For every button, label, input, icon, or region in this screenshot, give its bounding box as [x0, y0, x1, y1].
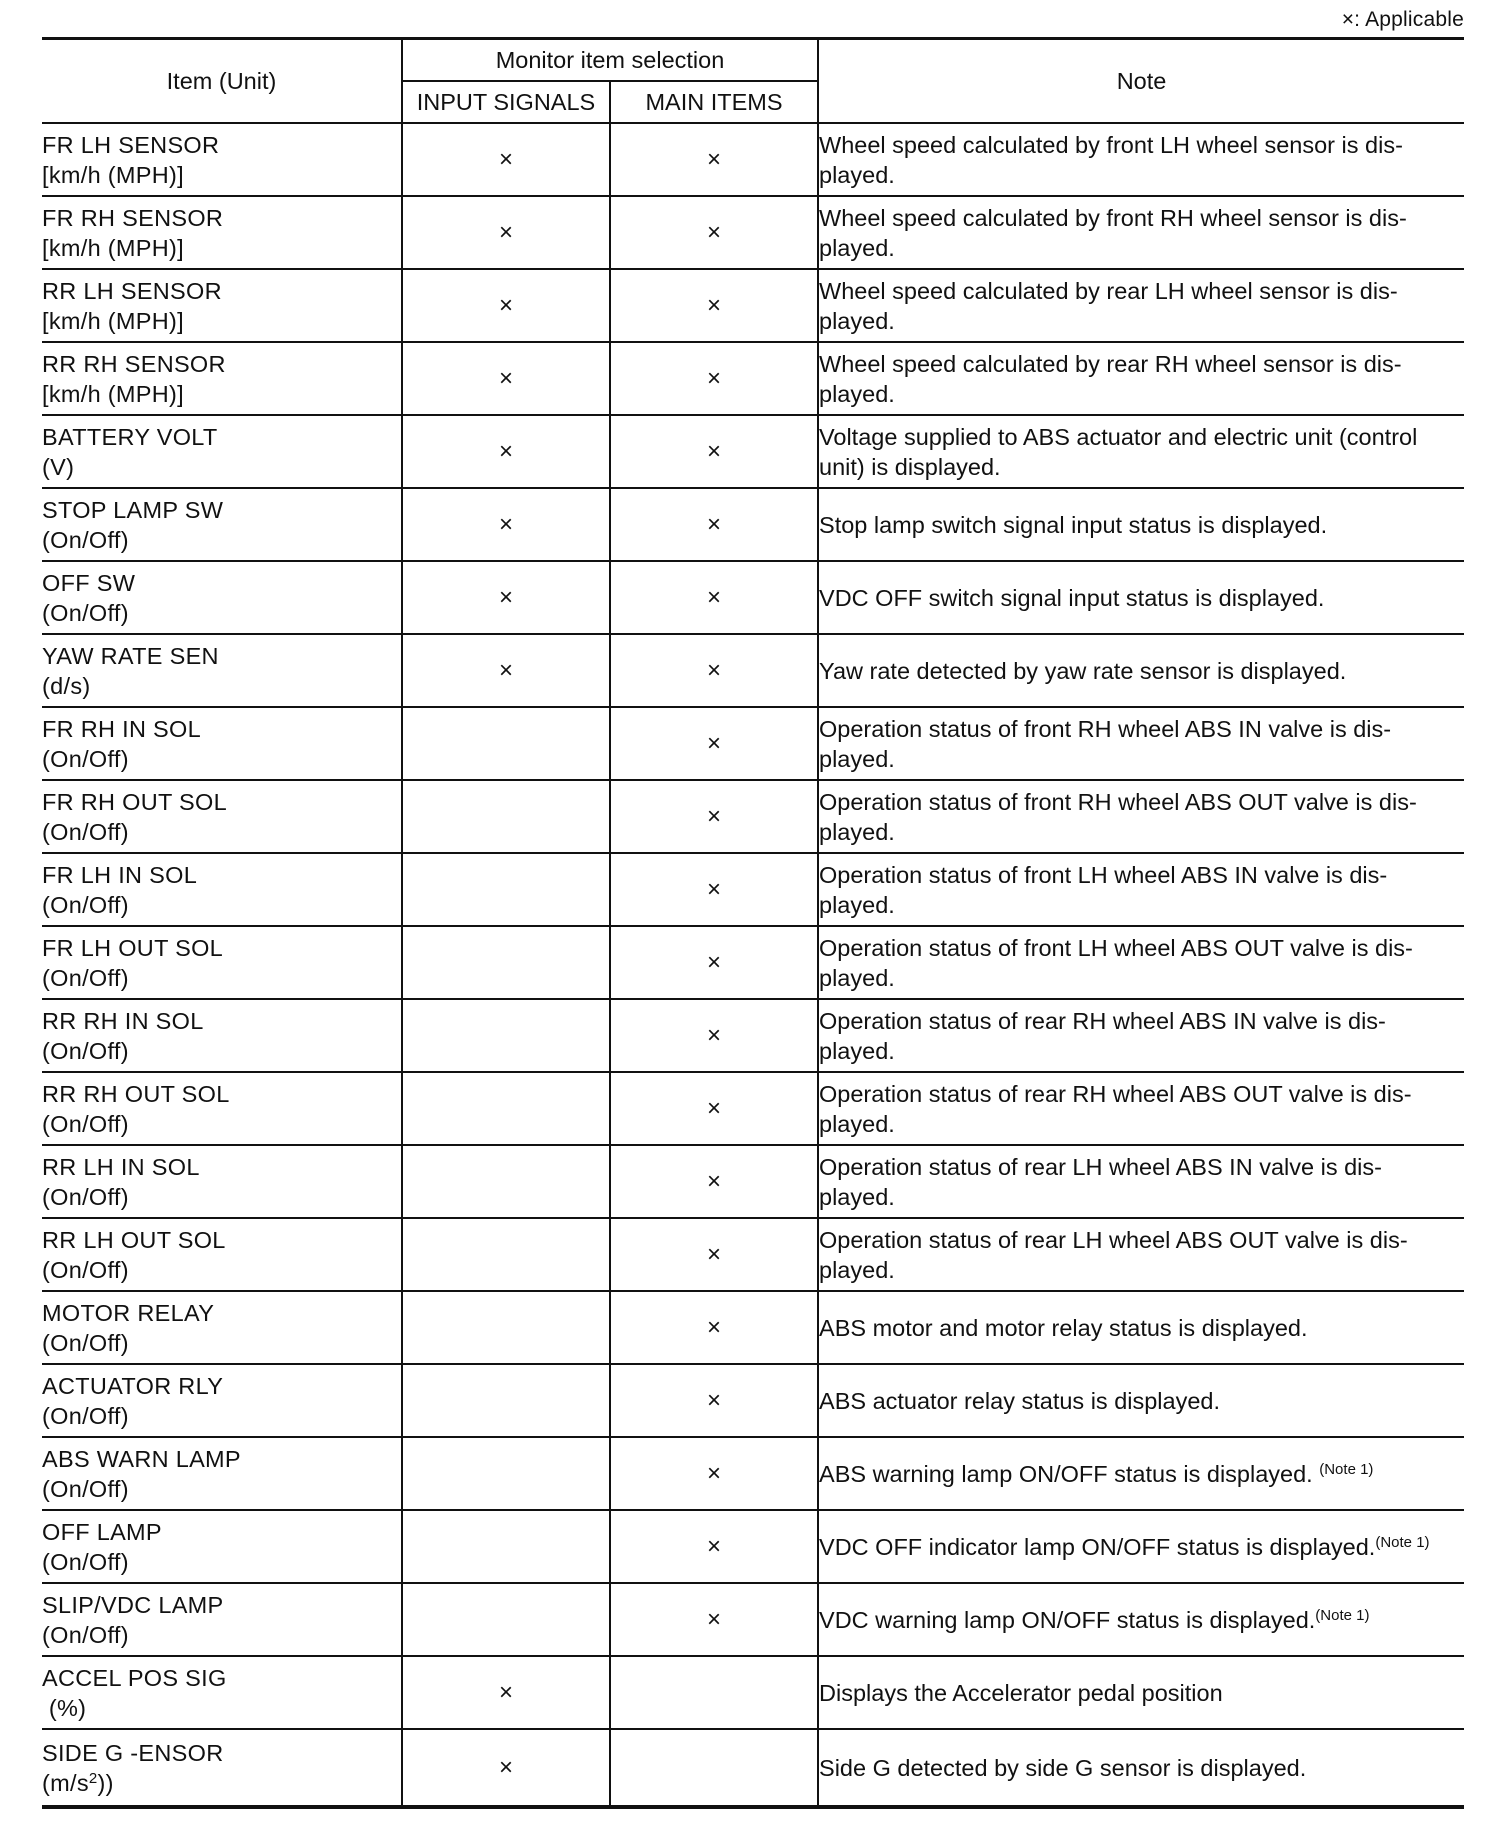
item-unit — [42, 379, 401, 409]
note-text: Stop lamp switch signal input status is displayed. — [819, 511, 1328, 538]
note-text: Displays the Accelerator pedal position — [819, 1679, 1223, 1706]
item-name: ACCEL POS SIG — [42, 1664, 227, 1691]
input-signals-mark: × — [402, 634, 610, 707]
item-unit-text: [km/h (MPH)] — [42, 307, 184, 334]
item-cell — [42, 1656, 402, 1729]
note-text: Operation status of front LH wheel ABS IN valve is dis- played. — [819, 861, 1388, 918]
item-cell — [42, 342, 402, 415]
input-signals-mark: × — [402, 1656, 610, 1729]
table-row — [42, 999, 1464, 1072]
item-unit — [42, 233, 401, 263]
table-row — [42, 780, 1464, 853]
table-row — [42, 196, 1464, 269]
item-name: BATTERY VOLT — [42, 423, 218, 450]
input-signals-mark — [402, 999, 610, 1072]
main-items-mark: × — [610, 123, 818, 196]
item-unit — [42, 890, 401, 920]
note-cell — [818, 1072, 1464, 1145]
note-reference: (Note 1) — [1375, 1533, 1430, 1551]
item-name: RR RH SENSOR — [42, 350, 226, 377]
item-name: OFF LAMP — [42, 1518, 162, 1545]
item-cell — [42, 1583, 402, 1656]
item-name: RR LH IN SOL — [42, 1153, 200, 1180]
table-row — [42, 415, 1464, 488]
main-items-mark: × — [610, 196, 818, 269]
main-items-mark: × — [610, 999, 818, 1072]
main-items-mark: × — [610, 1291, 818, 1364]
item-cell — [42, 707, 402, 780]
note-text: VDC warning lamp ON/OFF status is displayed. — [819, 1606, 1316, 1633]
item-name: FR RH OUT SOL — [42, 788, 227, 815]
table-row — [42, 561, 1464, 634]
item-unit-text: (On/Off) — [42, 1402, 129, 1429]
item-unit-text: (V) — [42, 453, 75, 480]
item-unit-text: [km/h (MPH)] — [42, 234, 184, 261]
item-cell — [42, 926, 402, 999]
note-cell — [818, 926, 1464, 999]
table-row — [42, 1437, 1464, 1510]
note-cell — [818, 1291, 1464, 1364]
note-text: VDC OFF switch signal input status is displayed. — [819, 584, 1325, 611]
item-name: OFF SW — [42, 569, 136, 596]
note-cell — [818, 999, 1464, 1072]
item-unit — [42, 1620, 401, 1650]
item-name: SIDE G -ENSOR — [42, 1739, 224, 1766]
item-unit-text: (On/Off) — [42, 818, 129, 845]
main-items-mark: × — [610, 561, 818, 634]
item-name: RR LH SENSOR — [42, 277, 222, 304]
item-unit-text: (On/Off) — [42, 1110, 129, 1137]
input-signals-mark — [402, 1145, 610, 1218]
item-unit-superscript: 2 — [88, 1769, 98, 1787]
note-cell — [818, 488, 1464, 561]
header-input-signals: INPUT SIGNALS — [402, 81, 610, 123]
main-items-mark: × — [610, 488, 818, 561]
note-cell — [818, 1145, 1464, 1218]
item-unit — [42, 525, 401, 555]
item-unit-text: (On/Off) — [42, 891, 129, 918]
item-unit — [42, 452, 401, 482]
input-signals-mark: × — [402, 342, 610, 415]
input-signals-mark — [402, 1072, 610, 1145]
item-unit — [42, 1547, 401, 1577]
note-cell — [818, 196, 1464, 269]
item-unit — [42, 1693, 401, 1723]
main-items-mark — [610, 1729, 818, 1807]
item-cell — [42, 634, 402, 707]
table-row — [42, 1072, 1464, 1145]
item-name: STOP LAMP SW — [42, 496, 224, 523]
note-cell — [818, 561, 1464, 634]
item-name: FR RH IN SOL — [42, 715, 201, 742]
table-row — [42, 1510, 1464, 1583]
main-items-mark: × — [610, 926, 818, 999]
item-unit — [42, 160, 401, 190]
item-unit-text: (On/Off) — [42, 1548, 129, 1575]
note-text: Operation status of front LH wheel ABS OUT valve is dis- played. — [819, 934, 1413, 991]
item-name: FR LH SENSOR — [42, 131, 220, 158]
item-unit-text: (On/Off) — [42, 599, 129, 626]
main-items-mark: × — [610, 1437, 818, 1510]
item-cell — [42, 853, 402, 926]
header-main-items: MAIN ITEMS — [610, 81, 818, 123]
header-monitor-item-selection: Monitor item selection — [402, 39, 818, 82]
item-name: FR LH OUT SOL — [42, 934, 224, 961]
item-unit — [42, 306, 401, 336]
table-row — [42, 634, 1464, 707]
note-cell — [818, 269, 1464, 342]
note-text: Wheel speed calculated by rear LH wheel sensor is dis- played. — [819, 277, 1398, 334]
item-cell — [42, 269, 402, 342]
item-unit — [42, 1255, 401, 1285]
input-signals-mark — [402, 780, 610, 853]
item-unit — [42, 817, 401, 847]
main-items-mark: × — [610, 853, 818, 926]
item-unit-text: (On/Off) — [42, 1183, 129, 1210]
item-unit-text: [km/h (MPH)] — [42, 161, 184, 188]
note-reference: (Note 1) — [1319, 1460, 1374, 1478]
item-cell — [42, 561, 402, 634]
input-signals-mark — [402, 1510, 610, 1583]
item-name: ABS WARN LAMP — [42, 1445, 241, 1472]
input-signals-mark: × — [402, 196, 610, 269]
item-unit-text: (On/Off) — [42, 1475, 129, 1502]
item-unit — [42, 1109, 401, 1139]
note-cell — [818, 1218, 1464, 1291]
item-unit-text: (On/Off) — [42, 745, 129, 772]
item-unit-text: (m/s — [42, 1769, 89, 1796]
table-row — [42, 342, 1464, 415]
table-row — [42, 1364, 1464, 1437]
note-text: Wheel speed calculated by front LH wheel sensor is dis- played. — [819, 131, 1403, 188]
main-items-mark: × — [610, 634, 818, 707]
item-unit-text: (On/Off) — [42, 1329, 129, 1356]
note-cell — [818, 707, 1464, 780]
item-name: FR LH IN SOL — [42, 861, 198, 888]
item-unit-text: (%) — [42, 1694, 87, 1721]
item-name: FR RH SENSOR — [42, 204, 224, 231]
main-items-mark: × — [610, 415, 818, 488]
note-text: Operation status of front RH wheel ABS IN valve is dis- played. — [819, 715, 1392, 772]
note-cell — [818, 1437, 1464, 1510]
note-text: ABS actuator relay status is displayed. — [819, 1387, 1221, 1414]
item-unit-text: (On/Off) — [42, 1621, 129, 1648]
item-name: ACTUATOR RLY — [42, 1372, 224, 1399]
item-unit — [42, 671, 401, 701]
item-name: YAW RATE SEN — [42, 642, 219, 669]
note-text: Yaw rate detected by yaw rate sensor is displayed. — [819, 657, 1347, 684]
main-items-mark: × — [610, 1364, 818, 1437]
table-row — [42, 1291, 1464, 1364]
item-unit — [42, 1036, 401, 1066]
note-cell — [818, 634, 1464, 707]
main-items-mark: × — [610, 342, 818, 415]
item-unit — [42, 1474, 401, 1504]
item-name: RR LH OUT SOL — [42, 1226, 226, 1253]
note-reference: (Note 1) — [1315, 1606, 1370, 1624]
item-unit-text: (On/Off) — [42, 526, 129, 553]
note-text: Operation status of front RH wheel ABS OUT valve is dis- played. — [819, 788, 1417, 845]
legend: ×: Applicable — [1341, 8, 1464, 31]
input-signals-mark — [402, 1218, 610, 1291]
table-row — [42, 853, 1464, 926]
input-signals-mark — [402, 853, 610, 926]
note-text: Voltage supplied to ABS actuator and electric unit (control unit) is displayed. — [819, 423, 1418, 480]
header-note: Note — [818, 39, 1464, 124]
table-row — [42, 1729, 1464, 1807]
table-row — [42, 1218, 1464, 1291]
input-signals-mark: × — [402, 415, 610, 488]
item-name: MOTOR RELAY — [42, 1299, 215, 1326]
input-signals-mark — [402, 926, 610, 999]
item-unit-suffix: )) — [97, 1769, 114, 1796]
note-text: ABS warning lamp ON/OFF status is displayed. — [819, 1460, 1320, 1487]
table-row — [42, 269, 1464, 342]
item-unit — [42, 1182, 401, 1212]
table-row — [42, 1656, 1464, 1729]
item-unit-text: (d/s) — [42, 672, 91, 699]
item-unit — [42, 744, 401, 774]
item-cell — [42, 1218, 402, 1291]
item-cell — [42, 415, 402, 488]
item-cell — [42, 1510, 402, 1583]
note-text: Operation status of rear LH wheel ABS IN valve is dis- played. — [819, 1153, 1382, 1210]
item-cell — [42, 196, 402, 269]
note-text: ABS motor and motor relay status is displayed. — [819, 1314, 1308, 1341]
item-unit-text: (On/Off) — [42, 1037, 129, 1064]
item-cell — [42, 1437, 402, 1510]
item-name: RR RH OUT SOL — [42, 1080, 230, 1107]
input-signals-mark: × — [402, 269, 610, 342]
input-signals-mark — [402, 1364, 610, 1437]
main-items-mark: × — [610, 707, 818, 780]
item-cell — [42, 1072, 402, 1145]
note-text: Wheel speed calculated by rear RH wheel sensor is dis- played. — [819, 350, 1402, 407]
main-items-mark: × — [610, 1583, 818, 1656]
main-items-mark: × — [610, 780, 818, 853]
item-cell — [42, 123, 402, 196]
note-cell — [818, 1656, 1464, 1729]
note-text: VDC OFF indicator lamp ON/OFF status is displayed. — [819, 1533, 1376, 1560]
table-row — [42, 1583, 1464, 1656]
item-cell — [42, 1364, 402, 1437]
table-row — [42, 707, 1464, 780]
item-unit — [42, 1768, 401, 1798]
note-cell — [818, 853, 1464, 926]
table-row — [42, 1145, 1464, 1218]
item-unit — [42, 1328, 401, 1358]
item-unit-text: (On/Off) — [42, 964, 129, 991]
item-unit — [42, 598, 401, 628]
note-cell — [818, 1364, 1464, 1437]
note-cell — [818, 1729, 1464, 1807]
table-row — [42, 926, 1464, 999]
item-cell — [42, 780, 402, 853]
note-text: Operation status of rear RH wheel ABS IN valve is dis- played. — [819, 1007, 1386, 1064]
main-items-mark: × — [610, 1072, 818, 1145]
item-cell — [42, 1729, 402, 1807]
main-items-mark — [610, 1656, 818, 1729]
item-name: SLIP/VDC LAMP — [42, 1591, 224, 1618]
input-signals-mark: × — [402, 561, 610, 634]
item-cell — [42, 1291, 402, 1364]
main-items-mark: × — [610, 269, 818, 342]
input-signals-mark — [402, 1291, 610, 1364]
item-unit-text: (On/Off) — [42, 1256, 129, 1283]
item-cell — [42, 1145, 402, 1218]
input-signals-mark: × — [402, 488, 610, 561]
input-signals-mark: × — [402, 123, 610, 196]
table-row — [42, 123, 1464, 196]
note-cell — [818, 1583, 1464, 1656]
note-cell — [818, 780, 1464, 853]
input-signals-mark: × — [402, 1729, 610, 1807]
note-cell — [818, 1510, 1464, 1583]
note-cell — [818, 123, 1464, 196]
item-cell — [42, 488, 402, 561]
note-cell — [818, 342, 1464, 415]
input-signals-mark — [402, 1583, 610, 1656]
item-name: RR RH IN SOL — [42, 1007, 204, 1034]
item-unit — [42, 963, 401, 993]
header-item-unit: Item (Unit) — [42, 39, 402, 124]
note-text: Wheel speed calculated by front RH wheel sensor is dis- played. — [819, 204, 1407, 261]
input-signals-mark — [402, 1437, 610, 1510]
main-items-mark: × — [610, 1510, 818, 1583]
note-cell — [818, 415, 1464, 488]
item-unit — [42, 1401, 401, 1431]
item-cell — [42, 999, 402, 1072]
monitor-item-table — [42, 37, 1464, 1809]
main-items-mark: × — [610, 1145, 818, 1218]
note-text: Side G detected by side G sensor is displayed. — [819, 1754, 1307, 1781]
note-text: Operation status of rear LH wheel ABS OUT valve is dis- played. — [819, 1226, 1408, 1283]
note-text: Operation status of rear RH wheel ABS OUT valve is dis- played. — [819, 1080, 1412, 1137]
main-items-mark: × — [610, 1218, 818, 1291]
table-row — [42, 488, 1464, 561]
input-signals-mark — [402, 707, 610, 780]
item-unit-text: [km/h (MPH)] — [42, 380, 184, 407]
